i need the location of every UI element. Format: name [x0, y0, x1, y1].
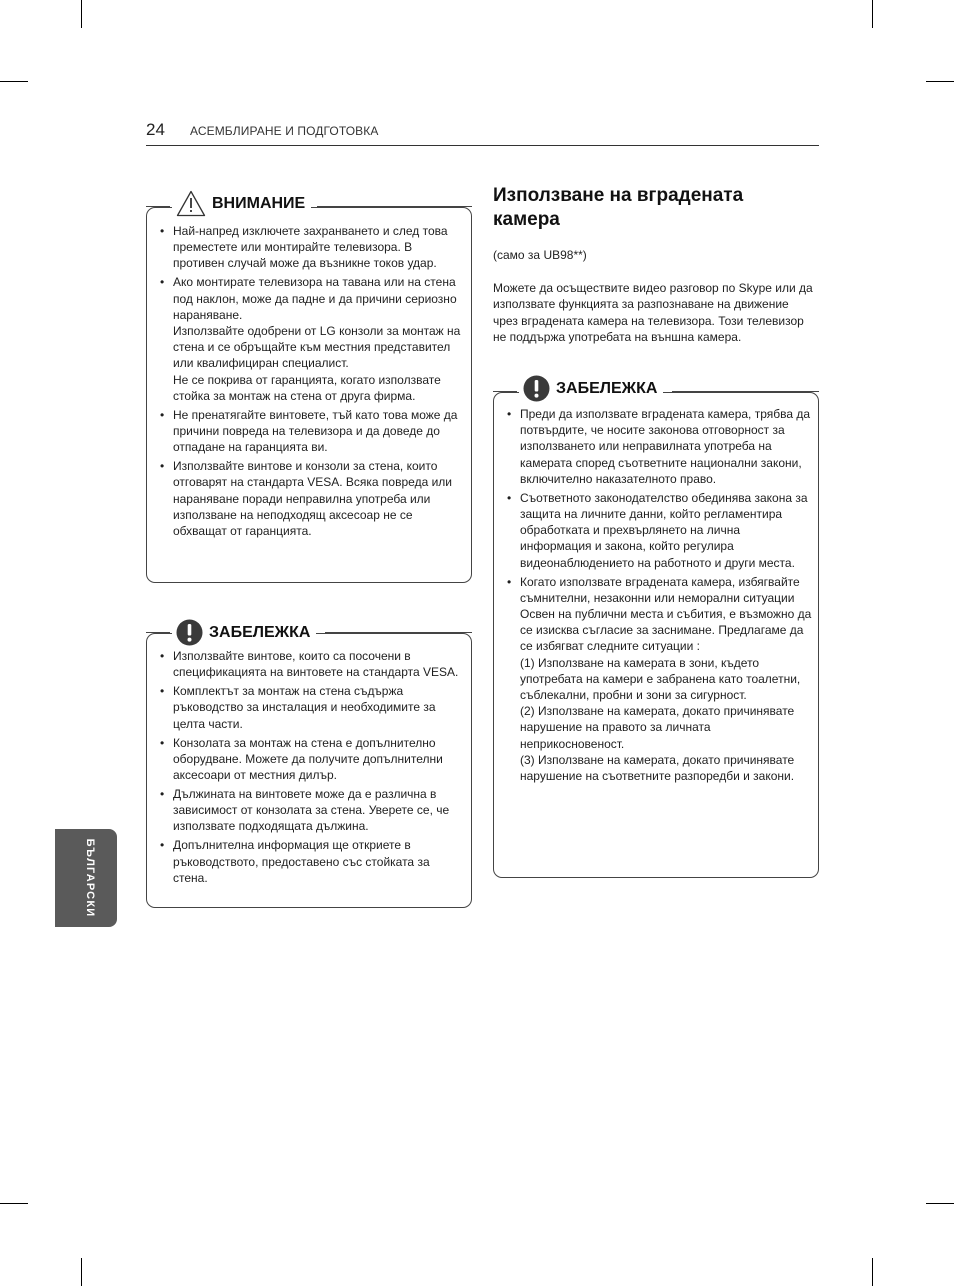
- list-item-text: • Използвайте винтове и конзоли за стена, които отговарят на стандарта VESA. Всяка повреда или нараняване поради неправилна употреба или използване на неподходящ аксесоар не се обхващат от гаранцията.: [173, 459, 452, 539]
- crop-mark: [0, 81, 28, 82]
- list-item-text: • Комплектът за монтаж на стена съдържа ръководство за инсталация и необходимите за целта части.: [173, 684, 436, 731]
- note-list-left: [159, 648, 464, 889]
- exclamation-circle-icon: [176, 619, 203, 646]
- list-item-text: • Най-напред изключете захранването и след това преместете или монтирайте телевизора. В противен случай може да възникне токов удар.: [173, 224, 448, 271]
- list-item-text: • Конзолата за монтаж на стена е допълнително оборудване. Можете да получите допълнителни аксесоари от местния дилър.: [173, 735, 443, 783]
- list-item: [159, 648, 464, 680]
- exclamation-circle-icon: [523, 375, 550, 402]
- list-item-text: (1) Използване на камерата в зони, където употребата на камери е забранена като тоалетни, съблекални, пробни и зони за сигурност.: [520, 655, 801, 703]
- crop-mark: [926, 1203, 954, 1204]
- crop-mark: [926, 81, 954, 82]
- list-item: [159, 407, 464, 456]
- crop-mark: [0, 1203, 28, 1204]
- list-item-text: • Допълнителна информация ще откриете в ръководството, предоставено със стойката за стена.: [173, 838, 430, 885]
- caution-box: [146, 194, 472, 583]
- note-box-right: [493, 379, 819, 878]
- list-item-text: Използвайте одобрени от LG конзоли за монтаж на стена и се обръщайте към местния представител или квалифициран специалист.: [173, 324, 461, 371]
- list-item-text: • Не пренатягайте винтовете, тъй като това може да причини повреда на телевизора и да доведе до отпадане на гаранцията ви.: [173, 407, 458, 455]
- crop-mark: [872, 0, 873, 28]
- page-header: [146, 118, 819, 146]
- list-item: [159, 735, 464, 784]
- note-box-left: [146, 623, 472, 908]
- list-item-text: • Преди да използвате вградената камера, трябва да потвърдите, че носите законова отговорност за използването или неправилната употреба на камерата според съответните национални закони, включително наказателното право.: [520, 407, 811, 486]
- list-item-text: • Ако монтирате телевизора на тавана или на стена под наклон, може да падне и да причини сериозно нараняване.: [173, 275, 457, 322]
- note-title: ЗАБЕЛЕЖКА: [556, 379, 658, 397]
- note-box-left-header: [147, 619, 471, 645]
- language-tab-label: БЪЛГАРСКИ: [84, 838, 96, 918]
- camera-section-title: Използване на вградената камера: [493, 185, 744, 230]
- list-item: [506, 490, 814, 571]
- list-item: [159, 683, 464, 732]
- camera-model-note: (само за UB98**): [493, 248, 587, 262]
- camera-description: Можете да осъществите видео разговор по Skype или да използвате функцията за разпознаване на движение чрез вградената камера на телевизора. Този телевизор не поддържа употребата на външна камера.: [493, 281, 813, 344]
- list-item-text: (3) Използване на камерата, докато причинявате нарушение на съответните разпоредби и закони.: [520, 752, 795, 784]
- list-item: [159, 274, 464, 404]
- list-item-text: • Дължината на винтовете може да е различна в зависимост от конзолата за стена. Уверете се, че използвате подходящата дължина.: [173, 787, 450, 834]
- list-item: [506, 406, 814, 487]
- crop-mark: [872, 1258, 873, 1286]
- list-item: [506, 574, 814, 785]
- list-item: [159, 223, 464, 272]
- note-list-right: [506, 406, 814, 787]
- caution-box-header: [147, 193, 471, 219]
- list-item-text: Не се покрива от гаранцията, когато използвате стойка за монтаж на стена от друга фирма.: [173, 372, 441, 403]
- note-box-right-header: [494, 378, 818, 404]
- list-item: [159, 786, 464, 835]
- page-number: 24: [146, 120, 165, 139]
- list-item: [159, 458, 464, 539]
- crop-mark: [81, 0, 82, 28]
- note-title: ЗАБЕЛЕЖКА: [209, 623, 311, 641]
- language-tab: [55, 829, 117, 927]
- crop-mark: [81, 1258, 82, 1286]
- list-item-text: • Когато използвате вградената камера, избягвайте съмнителни, незаконни или неморални ситуации Освен на публични места и събития, е възможно да се изисква съгласие за заснимане. Предлагаме да се избягват следните ситуации :: [520, 574, 812, 654]
- section-title: АСЕМБЛИРАНЕ И ПОДГОТОВКА: [190, 124, 379, 138]
- list-item-text: • Използвайте винтове, които са посочени в спецификацията на винтовете на стандарта VESA.: [173, 649, 459, 680]
- list-item: [159, 837, 464, 886]
- caution-list: [159, 223, 464, 542]
- caution-title: ВНИМАНИЕ: [212, 194, 306, 212]
- list-item-text: • Съответното законодателство обединява закона за защита на личните данни, който регламентира обработката и прехвърлянето на лична информация и закона, който регулира видеонаблюдението на работното и други места.: [520, 490, 808, 570]
- warning-triangle-icon: [176, 190, 206, 217]
- list-item-text: (2) Използване на камерата, докато причинявате нарушение на правото за личната неприкосновеност.: [520, 704, 795, 751]
